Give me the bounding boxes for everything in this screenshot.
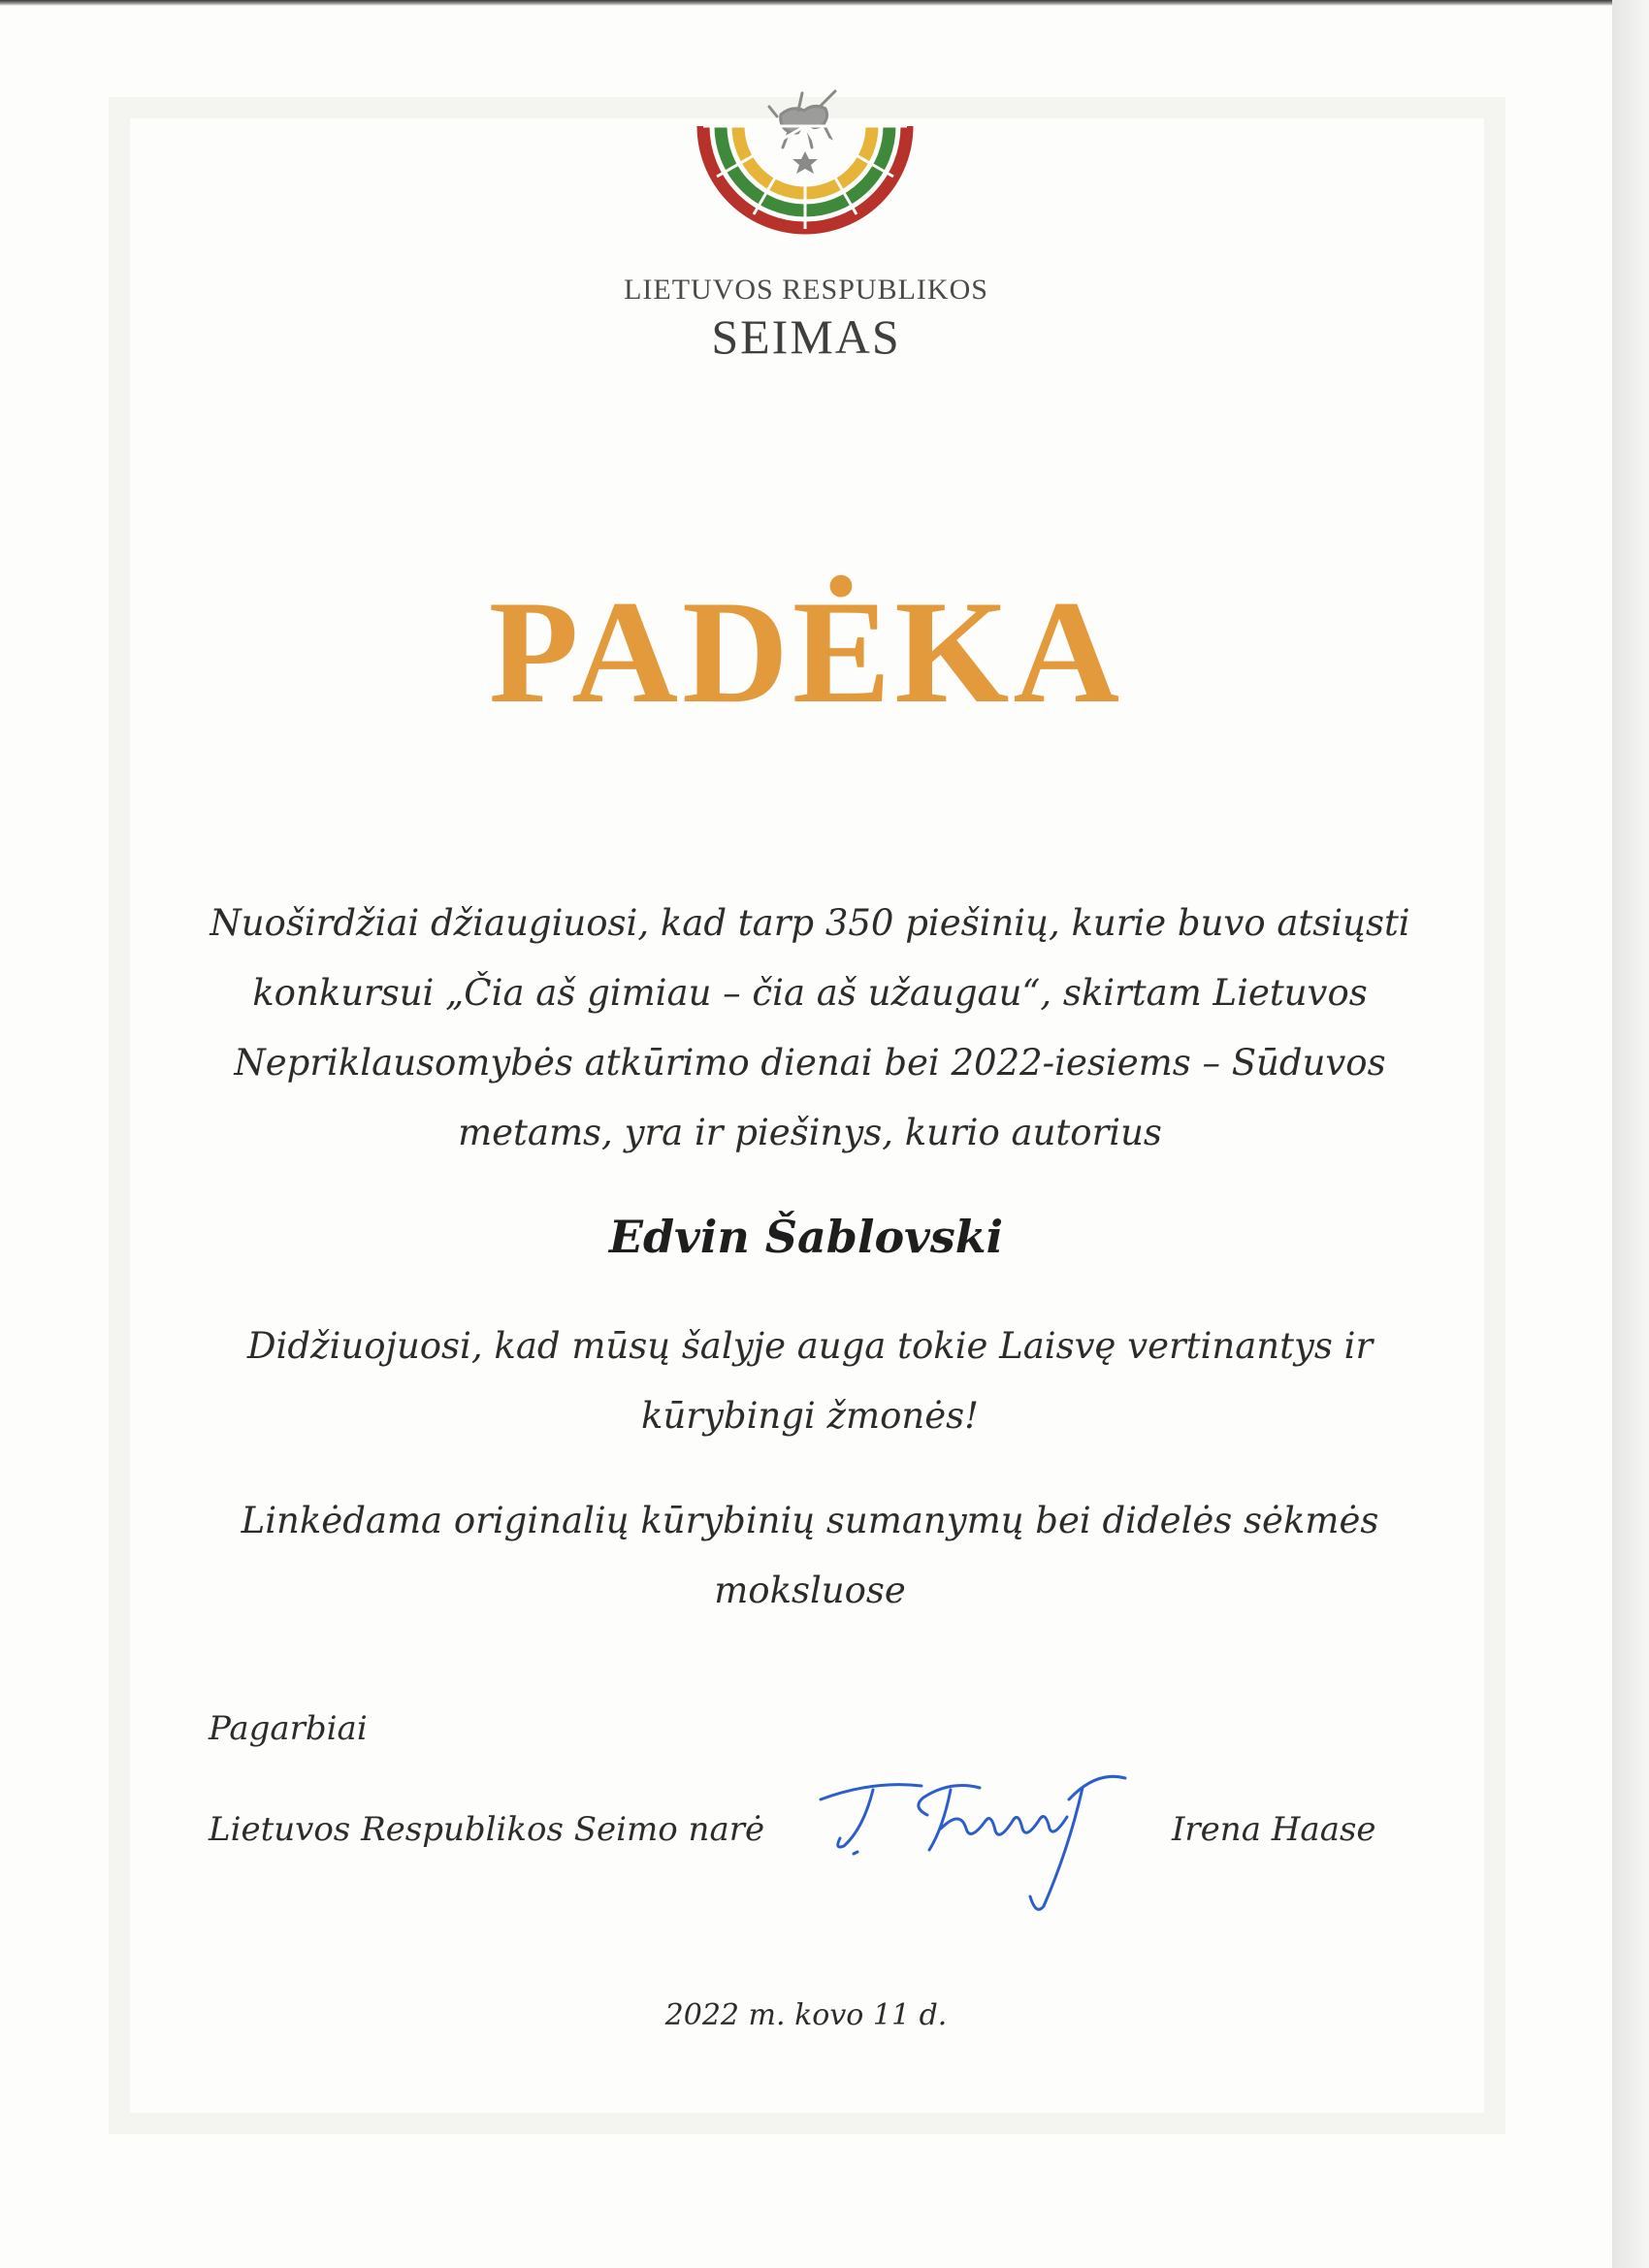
scan-edge <box>0 0 1612 6</box>
document-date: 2022 m. kovo 11 d. <box>664 1998 948 2032</box>
org-name-line2: SEIMAS <box>711 309 901 364</box>
document-title: PADĖKA <box>488 570 1124 733</box>
recipient-name: Edvin Šablovski <box>608 1211 1004 1263</box>
body-paragraph-2: Didžiuojuosi, kad mūsų šalyje auga tokie Laisvę vertinantys ir kūrybingi žmonės! <box>246 1325 1374 1437</box>
closing-regards: Pagarbiai <box>209 1709 368 1748</box>
signer-title: Lietuvos Respublikos Seimo narė <box>209 1810 765 1849</box>
scan-margin <box>1612 0 1649 2268</box>
handwritten-signature-icon <box>815 1761 1135 1926</box>
signer-name: Irena Haase <box>1172 1810 1376 1849</box>
org-name-line1: LIETUVOS RESPUBLIKOS <box>624 274 988 306</box>
body-paragraph-1: Nuoširdžiai džiaugiuosi, kad tarp 350 piešinių, kurie buvo atsiųsti konkursui „Čia aš gimiau – čia aš užaugau“, skirtam Lietuvos Nepriklausomybės atkūrimo dienai bei 2022-iesiems – Sūduvos metams, yra ir piešinys, kurio autorius <box>210 902 1410 1153</box>
body-paragraph-3: Linkėdama originalių kūrybinių sumanymų bei didelės sėkmės moksluose <box>241 1500 1379 1611</box>
seimas-emblem-icon <box>684 87 926 252</box>
